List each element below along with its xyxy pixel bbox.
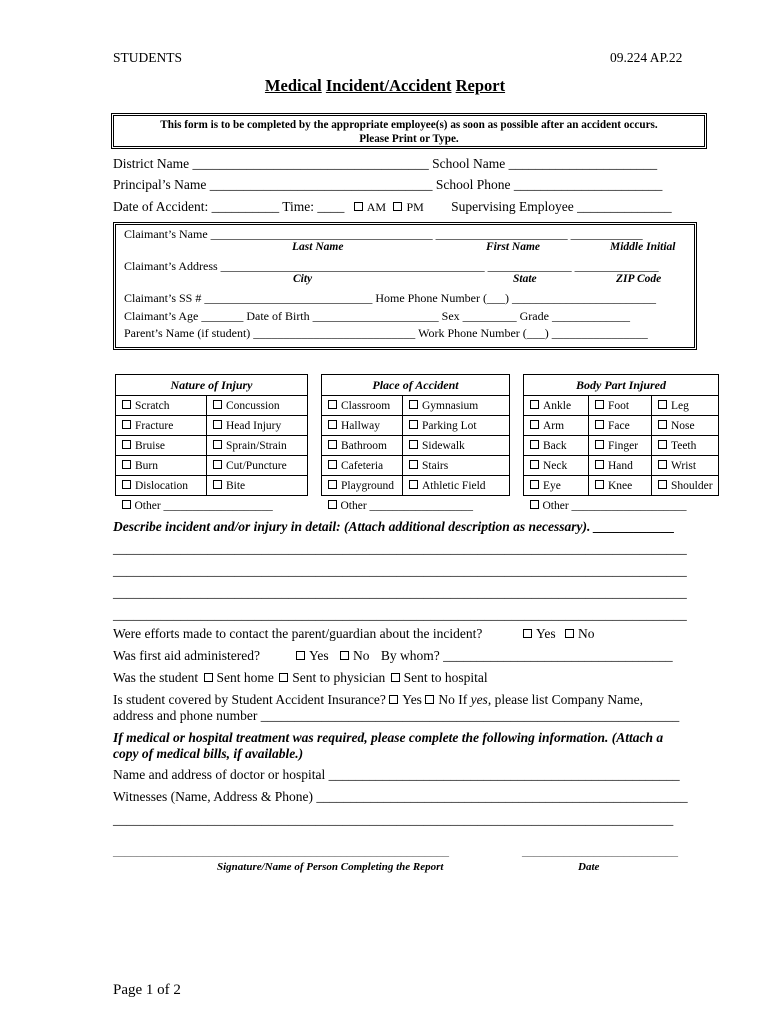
place-option[interactable]: Playground: [322, 476, 403, 496]
nature-of-injury-heading: Nature of Injury: [116, 375, 308, 396]
place-option[interactable]: Parking Lot: [403, 416, 510, 436]
medical-note-line2: copy of medical bills, if available.): [113, 746, 304, 761]
first-aid-no-label: No: [353, 648, 370, 663]
body-part-option[interactable]: Ankle: [524, 396, 589, 416]
place-option[interactable]: Hallway: [322, 416, 403, 436]
student-sent-row: [113, 670, 488, 686]
first-aid-question: Was first aid administered?: [113, 648, 260, 663]
first-aid-no-checkbox[interactable]: [340, 651, 349, 660]
place-option[interactable]: Bathroom: [322, 436, 403, 456]
header-right: 09.224 AP.22: [610, 50, 683, 65]
injury-option[interactable]: Bruise: [116, 436, 207, 456]
by-whom-field[interactable]: By whom? __________________________________: [380, 648, 673, 663]
body-part-option[interactable]: Hand: [589, 456, 652, 476]
body-part-option[interactable]: Face: [589, 416, 652, 436]
contact-no-label: No: [578, 626, 595, 641]
sent-home-checkbox[interactable]: [204, 673, 213, 682]
student-sent-label: Was the student: [113, 670, 199, 685]
date-label: Date: [578, 861, 600, 873]
injury-option[interactable]: Bite: [207, 476, 308, 496]
place-option[interactable]: Sidewalk: [403, 436, 510, 456]
insurance-no-label: No: [438, 692, 455, 707]
body-part-option[interactable]: Wrist: [652, 456, 719, 476]
claimant-box: [113, 222, 697, 350]
parent-name-field[interactable]: Parent’s Name (if student) ___________________________ Work Phone Number (___) ________________: [124, 326, 648, 340]
date-line-field[interactable]: __________________________: [522, 844, 678, 858]
notice-line2: Please Print or Type.: [359, 133, 459, 145]
am-label: AM: [366, 200, 387, 214]
sent-hospital-checkbox[interactable]: [391, 673, 400, 682]
page-title: Medical Incident/Accident Report: [264, 76, 506, 95]
middle-initial-label: Middle Initial: [610, 241, 676, 253]
place-option[interactable]: Cafeteria: [322, 456, 403, 476]
describe-line[interactable]: _____________________________________________________________________________________: [113, 563, 687, 578]
witness-field[interactable]: Witnesses (Name, Address & Phone) _______________________________________________________: [113, 789, 688, 804]
body-part-option[interactable]: Arm: [524, 416, 589, 436]
medical-note-line1: If medical or hospital treatment was required, please complete the following information. (Attach a: [113, 730, 664, 745]
injury-other-field[interactable]: Other ___________________: [116, 496, 308, 516]
supervising-field[interactable]: Supervising Employee ______________: [451, 199, 672, 214]
injury-option[interactable]: Dislocation: [116, 476, 207, 496]
notice-line1: This form is to be completed by the appropriate employee(s) as soon as possible after an accident occurs.: [160, 119, 658, 131]
claimant-ss-field[interactable]: Claimant’s SS # ____________________________ Home Phone Number (___) ________________________: [124, 291, 656, 305]
page-footer: Page 1 of 2: [113, 982, 181, 998]
injury-option[interactable]: Concussion: [207, 396, 308, 416]
body-part-heading: Body Part Injured: [524, 375, 719, 396]
describe-label[interactable]: Describe incident and/or injury in detail: (Attach additional description as necessary). ____________: [113, 519, 675, 534]
city-label: City: [293, 273, 313, 285]
body-part-option[interactable]: Leg: [652, 396, 719, 416]
claimant-age-field[interactable]: Claimant’s Age _______ Date of Birth _____________________ Sex _________ Grade _____________: [124, 309, 630, 323]
claimant-address-field[interactable]: Claimant’s Address ____________________________________________ ______________ ______________: [124, 259, 659, 273]
zip-label: ZIP Code: [616, 273, 662, 285]
place-option[interactable]: Stairs: [403, 456, 510, 476]
date-time-field[interactable]: Date of Accident: __________ Time: ____: [113, 199, 345, 214]
pm-label: PM: [406, 200, 424, 214]
place-of-accident-table: [321, 374, 510, 515]
contact-options: [523, 626, 595, 642]
injury-option[interactable]: Cut/Puncture: [207, 456, 308, 476]
contact-question: Were efforts made to contact the parent/guardian about the incident?: [113, 626, 483, 641]
describe-line[interactable]: _____________________________________________________________________________________: [113, 607, 687, 622]
describe-line[interactable]: _____________________________________________________________________________________: [113, 541, 687, 556]
pm-checkbox[interactable]: [393, 202, 402, 211]
last-name-label: Last Name: [292, 241, 344, 253]
injury-option[interactable]: Sprain/Strain: [207, 436, 308, 456]
state-label: State: [513, 273, 537, 285]
insurance-yes-label: Yes: [402, 692, 422, 707]
insurance-no-checkbox[interactable]: [425, 695, 434, 704]
claimant-name-field[interactable]: Claimant’s Name _____________________________________ ______________________ ____________: [124, 227, 643, 241]
body-part-option[interactable]: Foot: [589, 396, 652, 416]
first-aid-options: [296, 648, 673, 664]
principal-line[interactable]: Principal’s Name _________________________________ School Phone ______________________: [113, 177, 663, 192]
insurance-company-field[interactable]: address and phone number ______________________________________________________________: [113, 708, 680, 723]
doctor-field[interactable]: Name and address of doctor or hospital ____________________________________________________: [113, 767, 680, 782]
sent-physician-label: Sent to physician: [292, 670, 386, 685]
first-aid-yes-label: Yes: [309, 648, 329, 663]
body-part-option[interactable]: Finger: [589, 436, 652, 456]
body-part-option[interactable]: Teeth: [652, 436, 719, 456]
body-part-option[interactable]: Nose: [652, 416, 719, 436]
first-name-label: First Name: [486, 241, 540, 253]
body-part-option[interactable]: Back: [524, 436, 589, 456]
body-part-table: [523, 374, 719, 515]
sent-hospital-label: Sent to hospital: [403, 670, 488, 685]
place-other-field[interactable]: Other __________________: [322, 496, 510, 516]
describe-line[interactable]: _____________________________________________________________________________________: [113, 585, 687, 600]
first-aid-yes-checkbox[interactable]: [296, 651, 305, 660]
nature-of-injury-table: [115, 374, 308, 515]
body-part-option[interactable]: Eye: [524, 476, 589, 496]
insurance-yes-checkbox[interactable]: [389, 695, 398, 704]
date-line[interactable]: [113, 199, 672, 215]
body-part-other-field[interactable]: Other ____________________: [524, 496, 719, 516]
header-left: STUDENTS: [113, 50, 183, 65]
sent-home-label: Sent home: [216, 670, 274, 685]
place-of-accident-heading: Place of Accident: [322, 375, 510, 396]
witness-blank-line[interactable]: ___________________________________________________________________________________: [113, 812, 674, 827]
contact-no-checkbox[interactable]: [565, 629, 574, 638]
signature-label: Signature/Name of Person Completing the Report: [217, 861, 444, 873]
insurance-row: Is student covered by Student Accident Insurance? Yes No If yes, please list Company Name,: [113, 692, 644, 707]
place-option[interactable]: Athletic Field: [403, 476, 510, 496]
sent-physician-checkbox[interactable]: [279, 673, 288, 682]
district-line[interactable]: District Name ___________________________________ School Name ______________________: [113, 156, 658, 171]
contact-yes-label: Yes: [536, 626, 556, 641]
injury-option[interactable]: Scratch: [116, 396, 207, 416]
notice-box: [111, 113, 707, 149]
body-part-option[interactable]: Shoulder: [652, 476, 719, 496]
place-option[interactable]: Gymnasium: [403, 396, 510, 416]
signature-line[interactable]: ________________________________________________________: [113, 844, 449, 858]
contact-yes-checkbox[interactable]: [523, 629, 532, 638]
injury-option[interactable]: Head Injury: [207, 416, 308, 436]
injury-option[interactable]: Burn: [116, 456, 207, 476]
injury-option[interactable]: Fracture: [116, 416, 207, 436]
insurance-question: Is student covered by Student Accident Insurance?: [113, 692, 386, 707]
body-part-option[interactable]: Neck: [524, 456, 589, 476]
body-part-option[interactable]: Knee: [589, 476, 652, 496]
am-checkbox[interactable]: [354, 202, 363, 211]
place-option[interactable]: Classroom: [322, 396, 403, 416]
